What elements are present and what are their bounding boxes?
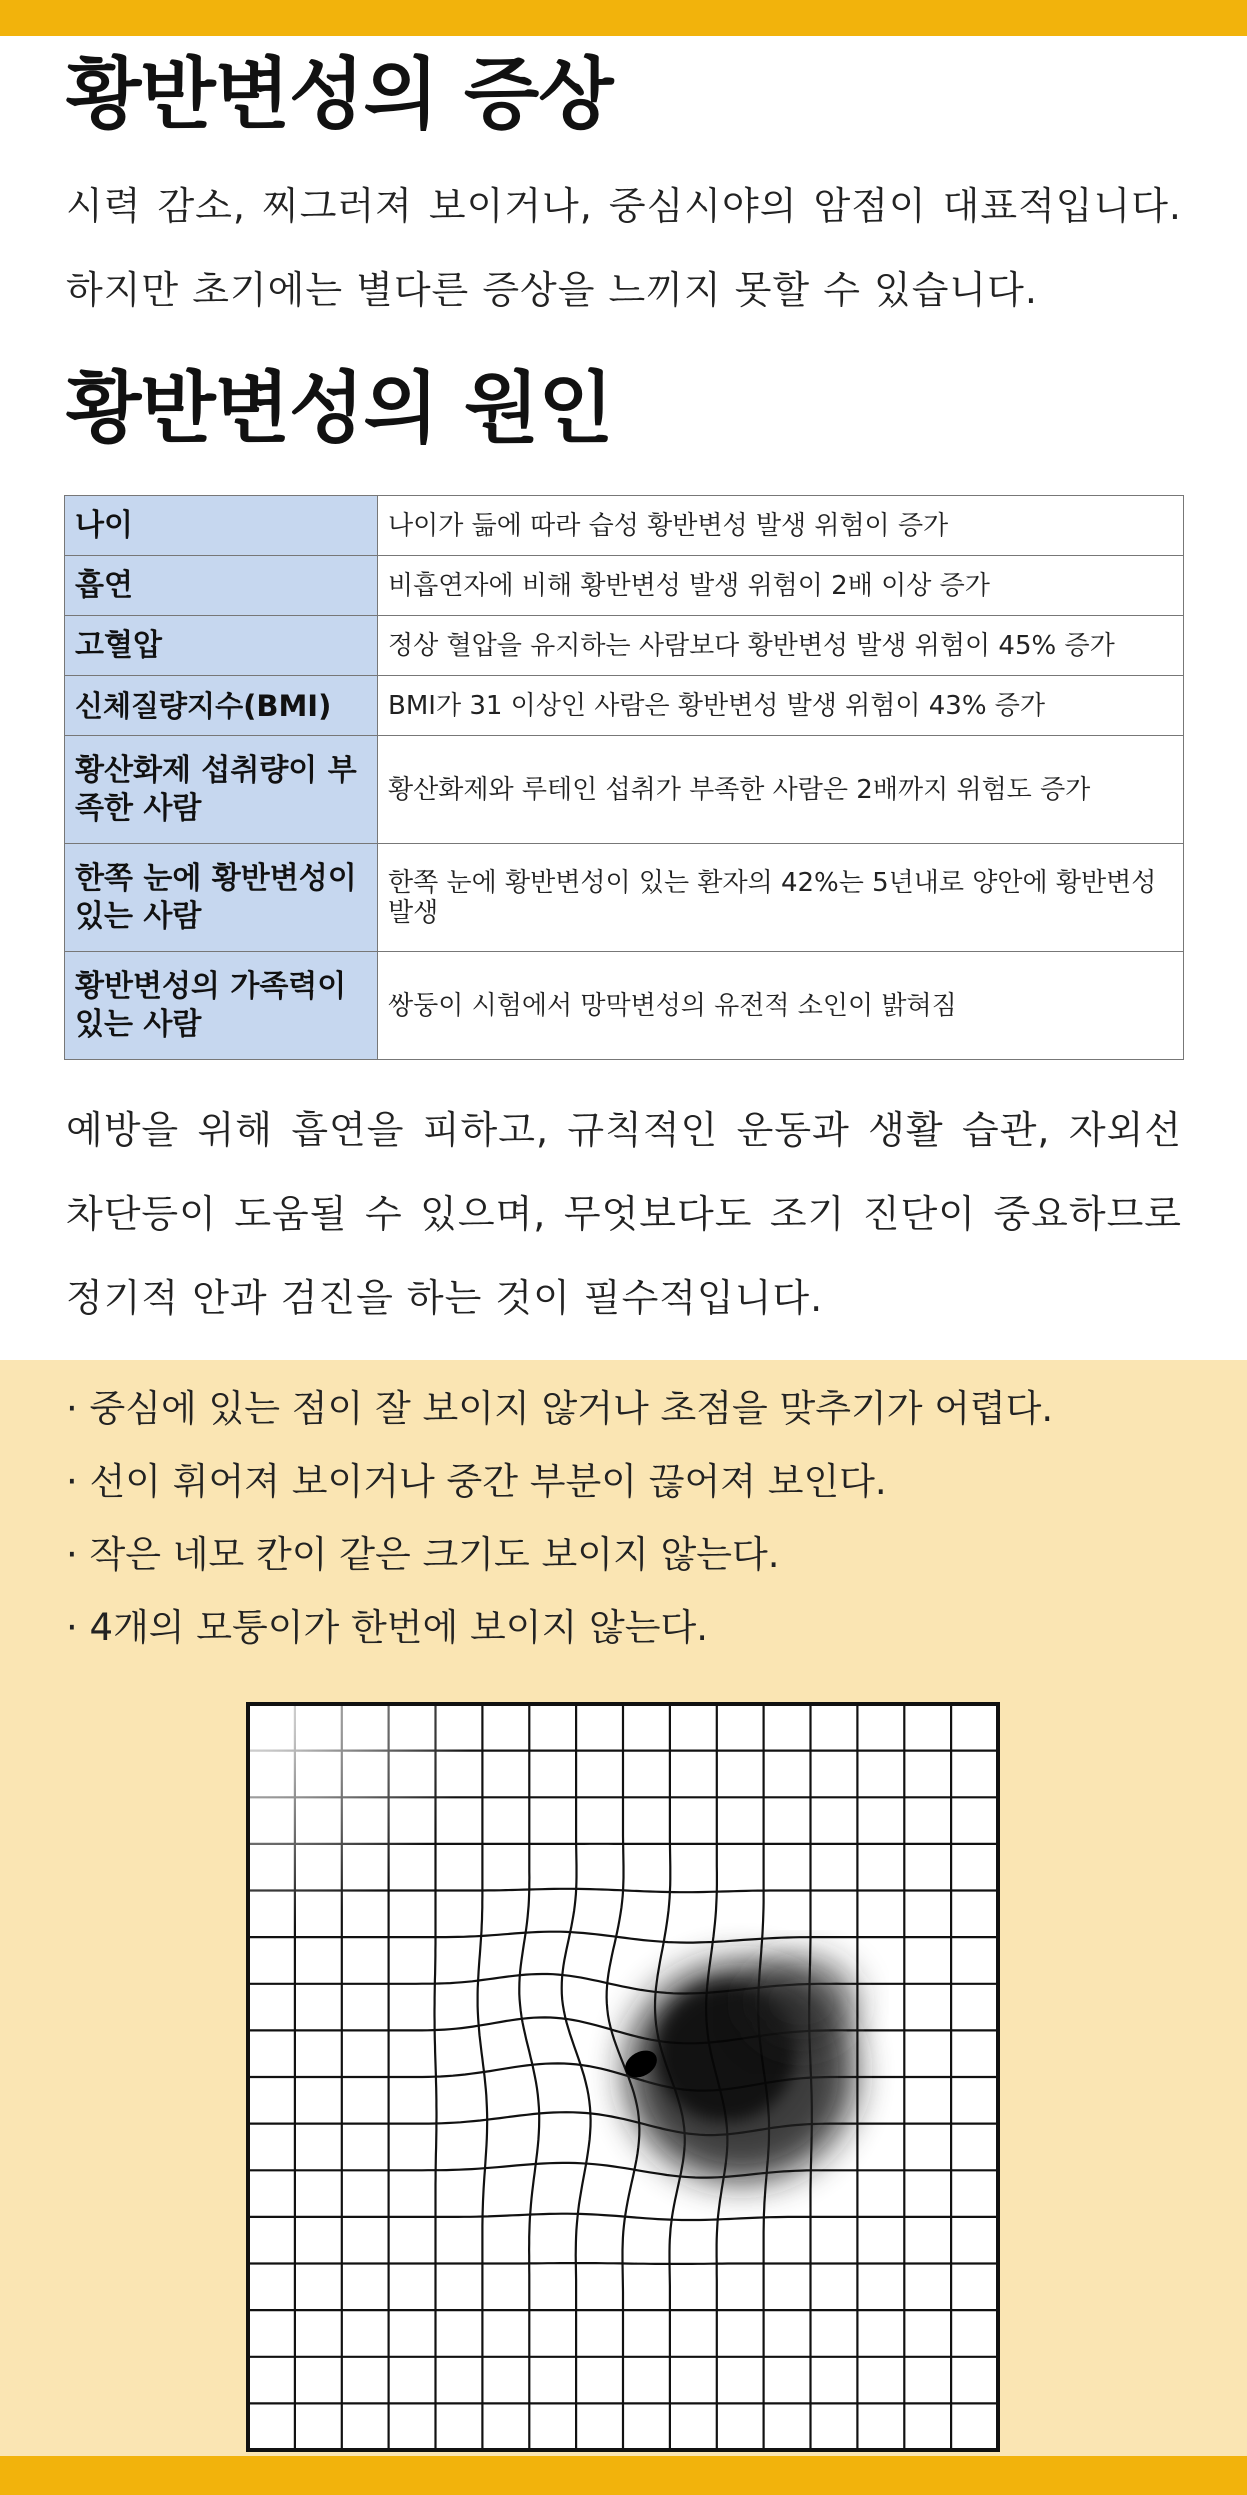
cause-label: 신체질량지수(BMI) — [65, 676, 378, 736]
cause-label: 고혈압 — [65, 616, 378, 676]
cause-description: 쌍둥이 시험에서 망막변성의 유전적 소인이 밝혀짐 — [378, 952, 1184, 1060]
cause-description: 황산화제와 루테인 섭취가 부족한 사람은 2배까지 위험도 증가 — [378, 736, 1184, 844]
cause-label: 황반변성의 가족력이 있는 사람 — [65, 952, 378, 1060]
cause-description: 나이가 듦에 따라 습성 황반변성 발생 위험이 증가 — [378, 496, 1184, 556]
grid-horizontal-line-7 — [248, 2017, 998, 2043]
cause-label: 흡연 — [65, 556, 378, 616]
grid-horizontal-line-5 — [248, 1932, 998, 1943]
grid-horizontal-line-6 — [248, 1974, 998, 1994]
table-row — [65, 676, 1184, 736]
grid-horizontal-line-11 — [248, 2214, 998, 2220]
symptoms-description: 시력 감소, 찌그러져 보이거나, 중심시야의 암점이 대표적입니다. 하지만 초기에는 별다른 증상을 느끼지 못할 수 있습니다. — [66, 184, 1182, 312]
cause-description: 정상 혈압을 유지하는 사람보다 황반변성 발생 위험이 45% 증가 — [378, 616, 1184, 676]
list-item: · 중심에 있는 점이 잘 보이지 않거나 초점을 맞추기가 어렵다. — [66, 1387, 1054, 1430]
prevention-text: 예방을 위해 흡연을 피하고, 규칙적인 운동과 생활 습관, 자외선 차단등이 도움될 수 있으며, 무엇보다도 조기 진단이 중요하므로 정기적 안과 검진을 하는 것이 필수적입니다. — [66, 1108, 1182, 1320]
grid-horizontal-line-12 — [248, 2263, 998, 2264]
table-row — [65, 556, 1184, 616]
symptom-checklist — [66, 1372, 1053, 1664]
bottom-accent-bar — [0, 2456, 1247, 2495]
table-row — [65, 496, 1184, 556]
table-row — [65, 616, 1184, 676]
list-item: · 4개의 모퉁이가 한번에 보이지 않는다. — [66, 1606, 708, 1649]
table-row — [65, 736, 1184, 844]
causes-table — [64, 495, 1184, 1060]
symptoms-heading: 황반변성의 증상 — [66, 50, 613, 140]
grid-horizontal-line-9 — [248, 2112, 998, 2135]
grid-horizontal-line-10 — [248, 2163, 998, 2178]
causes-heading: 황반변성의 원인 — [66, 364, 613, 454]
dark-scotoma-blot — [626, 1957, 856, 2182]
table-row — [65, 952, 1184, 1060]
grid-vertical-line-5 — [478, 1704, 488, 2448]
list-item: · 작은 네모 칸이 같은 크기도 보이지 않는다. — [66, 1533, 780, 1576]
cause-description: BMI가 31 이상인 사람은 황반변성 발생 위험이 43% 증가 — [378, 676, 1184, 736]
cause-description: 비흡연자에 비해 황반변성 발생 위험이 2배 이상 증가 — [378, 556, 1184, 616]
grid-horizontal-line-8 — [248, 2063, 998, 2090]
grid-vertical-line-7 — [562, 1704, 591, 2448]
list-item: · 선이 휘어져 보이거나 중간 부분이 끊어져 보인다. — [66, 1460, 887, 1503]
top-accent-bar — [0, 0, 1247, 36]
cause-label: 황산화제 섭취량이 부족한 사람 — [65, 736, 378, 844]
cause-description: 한쪽 눈에 황반변성이 있는 환자의 42%는 5년내로 양안에 황반변성 발생 — [378, 844, 1184, 952]
cause-label: 한쪽 눈에 황반변성이 있는 사람 — [65, 844, 378, 952]
grid-vertical-line-6 — [519, 1704, 539, 2448]
faded-corner-overlay — [246, 1702, 476, 1932]
cause-label: 나이 — [65, 496, 378, 556]
table-row — [65, 844, 1184, 952]
amsler-grid — [246, 1702, 1000, 2452]
